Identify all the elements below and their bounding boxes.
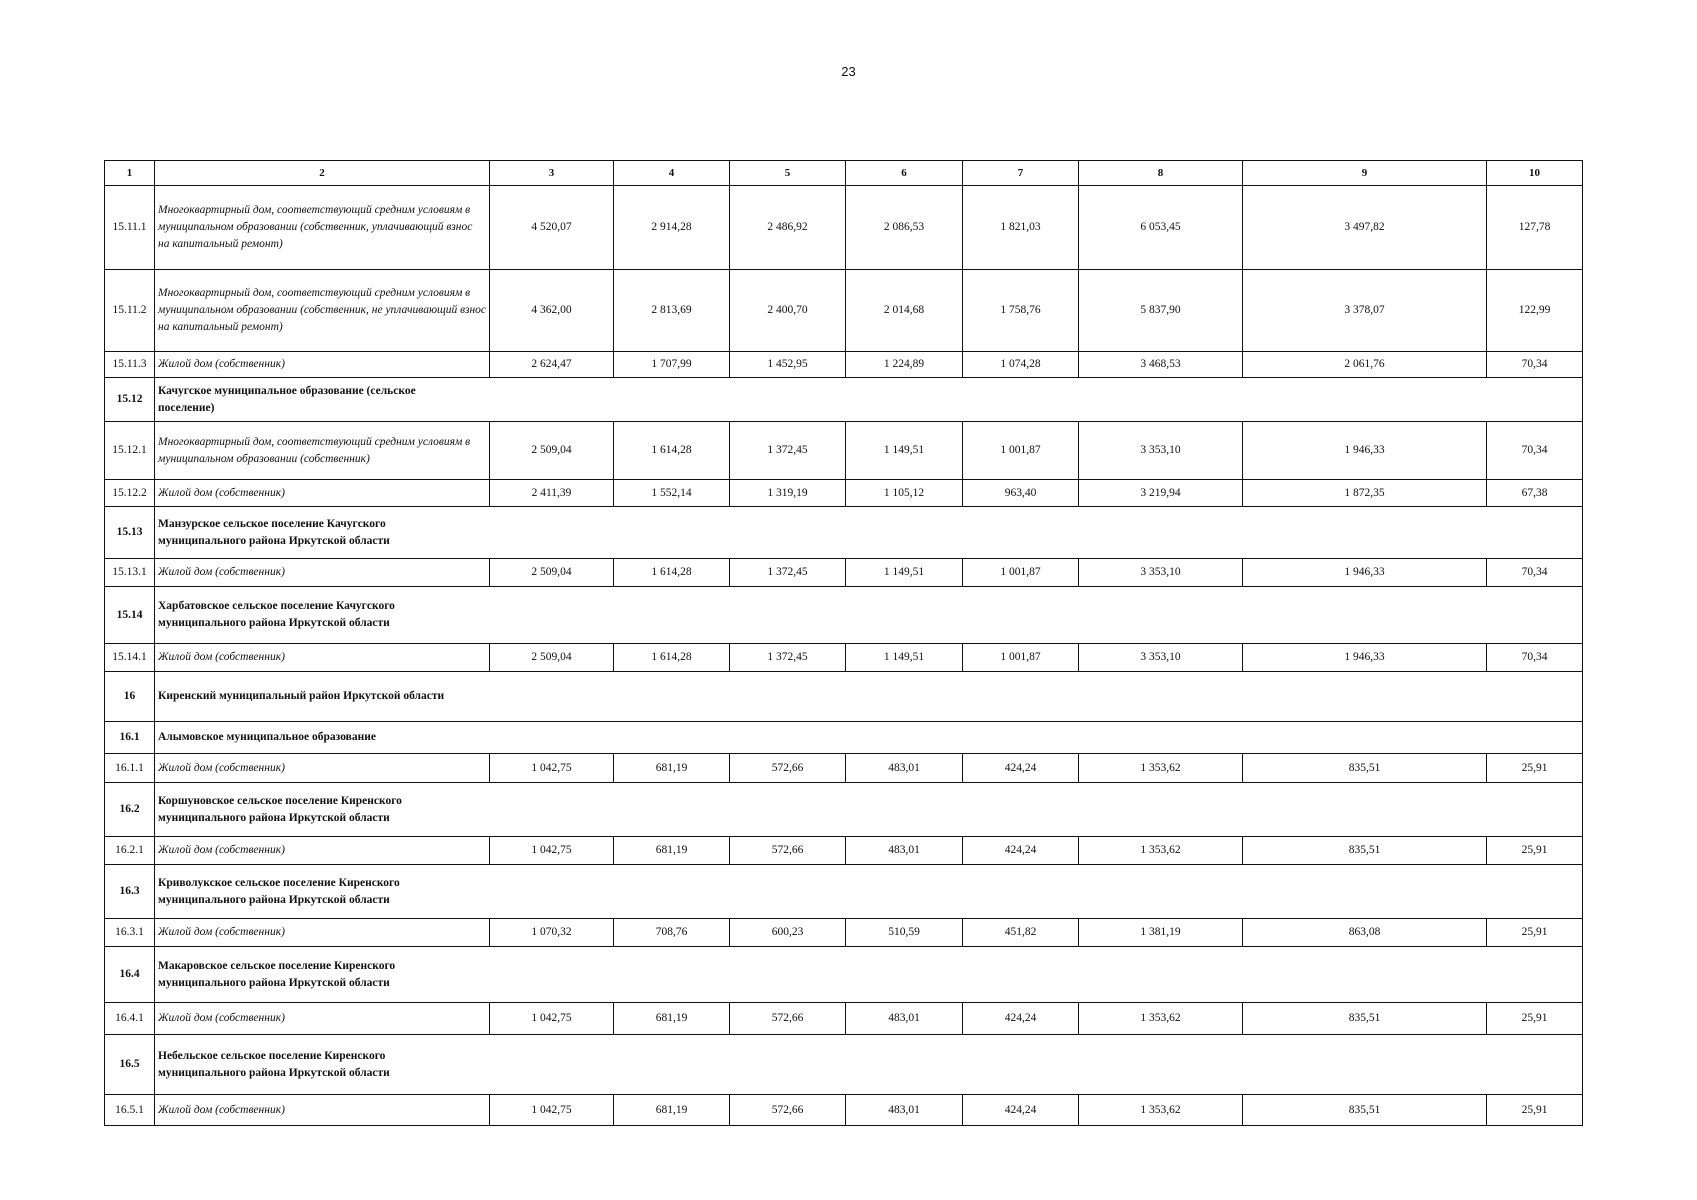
value-cell: 963,40 (963, 480, 1079, 507)
value-cell: 1 614,28 (614, 559, 730, 587)
value-cell: 1 353,62 (1079, 754, 1243, 783)
column-header: 5 (730, 161, 846, 186)
value-cell: 1 872,35 (1243, 480, 1487, 507)
value-cell: 1 224,89 (846, 352, 963, 378)
table-row (105, 644, 1583, 672)
table-row (105, 186, 1583, 270)
section-name-cell (155, 672, 490, 722)
section-name-cell (155, 865, 490, 919)
value-cell: 1 946,33 (1243, 644, 1487, 672)
section-row (105, 947, 1583, 1003)
row-description: Жилой дом (собственник) (155, 1003, 490, 1035)
value-cell: 483,01 (846, 837, 963, 865)
value-cell: 1 001,87 (963, 644, 1079, 672)
section-row (105, 587, 1583, 644)
column-header: 9 (1243, 161, 1487, 186)
row-code: 16.5 (105, 1035, 155, 1095)
value-cell: 5 837,90 (1079, 270, 1243, 352)
value-cell: 1 707,99 (614, 352, 730, 378)
row-code: 16.4.1 (105, 1003, 155, 1035)
value-cell: 600,23 (730, 919, 846, 947)
value-cell: 127,78 (1487, 186, 1583, 270)
row-description: Жилой дом (собственник) (155, 644, 490, 672)
section-name-cell (155, 378, 490, 422)
column-header: 8 (1079, 161, 1243, 186)
row-description: Многоквартирный дом, соответствующий средним условиям в муниципальном образовании (собственник) (155, 422, 490, 480)
row-code: 16.2 (105, 783, 155, 837)
section-name: Манзурское сельское поселение Качугского муниципального района Иркутской области (158, 517, 390, 547)
value-cell: 1 372,45 (730, 644, 846, 672)
value-cell: 3 353,10 (1079, 422, 1243, 480)
row-description: Многоквартирный дом, соответствующий средним условиям в муниципальном образовании (собственник, не уплачивающий взнос на капитальный ремонт) (155, 270, 490, 352)
value-cell: 835,51 (1243, 1095, 1487, 1126)
section-blank (490, 783, 1583, 837)
value-cell: 1 614,28 (614, 422, 730, 480)
section-name-cell (155, 507, 490, 559)
section-name: Алымовское муниципальное образование (158, 731, 376, 743)
row-code: 16.2.1 (105, 837, 155, 865)
section-name: Криволукское сельское поселение Киренского муниципального района Иркутской области (158, 876, 400, 906)
section-row (105, 507, 1583, 559)
row-code: 16.5.1 (105, 1095, 155, 1126)
row-code: 15.11.2 (105, 270, 155, 352)
value-cell: 1 372,45 (730, 422, 846, 480)
table-row (105, 352, 1583, 378)
row-code: 16.3 (105, 865, 155, 919)
table-row (105, 1003, 1583, 1035)
value-cell: 681,19 (614, 754, 730, 783)
section-row (105, 672, 1583, 722)
value-cell: 2 061,76 (1243, 352, 1487, 378)
value-cell: 2 086,53 (846, 186, 963, 270)
row-description: Жилой дом (собственник) (155, 837, 490, 865)
value-cell: 122,99 (1487, 270, 1583, 352)
value-cell: 3 353,10 (1079, 559, 1243, 587)
table-body (105, 161, 1583, 1126)
value-cell: 6 053,45 (1079, 186, 1243, 270)
value-cell: 572,66 (730, 1095, 846, 1126)
row-code: 15.11.1 (105, 186, 155, 270)
section-row (105, 378, 1583, 422)
value-cell: 67,38 (1487, 480, 1583, 507)
value-cell: 1 372,45 (730, 559, 846, 587)
value-cell: 424,24 (963, 837, 1079, 865)
section-blank (490, 672, 1583, 722)
value-cell: 1 381,19 (1079, 919, 1243, 947)
value-cell: 1 319,19 (730, 480, 846, 507)
value-cell: 1 070,32 (490, 919, 614, 947)
value-cell: 2 509,04 (490, 559, 614, 587)
value-cell: 708,76 (614, 919, 730, 947)
section-name-cell (155, 722, 490, 754)
section-name-cell (155, 947, 490, 1003)
value-cell: 1 149,51 (846, 422, 963, 480)
value-cell: 3 468,53 (1079, 352, 1243, 378)
table-row (105, 559, 1583, 587)
section-name: Коршуновское сельское поселение Киренского муниципального района Иркутской области (158, 794, 402, 824)
value-cell: 1 758,76 (963, 270, 1079, 352)
value-cell: 25,91 (1487, 1095, 1583, 1126)
row-description: Жилой дом (собственник) (155, 1095, 490, 1126)
column-header: 3 (490, 161, 614, 186)
section-row (105, 722, 1583, 754)
column-header: 6 (846, 161, 963, 186)
value-cell: 1 946,33 (1243, 422, 1487, 480)
row-code: 15.13 (105, 507, 155, 559)
value-cell: 1 149,51 (846, 644, 963, 672)
section-row (105, 783, 1583, 837)
value-cell: 1 001,87 (963, 422, 1079, 480)
row-code: 16.1.1 (105, 754, 155, 783)
value-cell: 1 001,87 (963, 559, 1079, 587)
row-description: Многоквартирный дом, соответствующий средним условиям в муниципальном образовании (собственник, уплачивающий взнос на капитальный ремонт) (155, 186, 490, 270)
value-cell: 3 497,82 (1243, 186, 1487, 270)
value-cell: 2 486,92 (730, 186, 846, 270)
row-code: 15.12.2 (105, 480, 155, 507)
value-cell: 4 520,07 (490, 186, 614, 270)
page-number: 23 (841, 64, 856, 79)
value-cell: 835,51 (1243, 837, 1487, 865)
value-cell: 2 509,04 (490, 644, 614, 672)
value-cell: 70,34 (1487, 644, 1583, 672)
value-cell: 424,24 (963, 1095, 1079, 1126)
row-code: 16.3.1 (105, 919, 155, 947)
value-cell: 1 353,62 (1079, 1095, 1243, 1126)
value-cell: 25,91 (1487, 919, 1583, 947)
value-cell: 3 353,10 (1079, 644, 1243, 672)
table-row (105, 837, 1583, 865)
row-description: Жилой дом (собственник) (155, 352, 490, 378)
table-row (105, 270, 1583, 352)
value-cell: 863,08 (1243, 919, 1487, 947)
value-cell: 483,01 (846, 754, 963, 783)
table-row (105, 1095, 1583, 1126)
value-cell: 1 042,75 (490, 1003, 614, 1035)
section-blank (490, 587, 1583, 644)
value-cell: 1 353,62 (1079, 1003, 1243, 1035)
section-row (105, 865, 1583, 919)
table-row (105, 754, 1583, 783)
row-code: 15.12 (105, 378, 155, 422)
section-blank (490, 378, 1583, 422)
value-cell: 2 014,68 (846, 270, 963, 352)
section-blank (490, 865, 1583, 919)
value-cell: 1 946,33 (1243, 559, 1487, 587)
value-cell: 2 411,39 (490, 480, 614, 507)
value-cell: 2 914,28 (614, 186, 730, 270)
value-cell: 1 074,28 (963, 352, 1079, 378)
value-cell: 1 042,75 (490, 754, 614, 783)
section-row (105, 1035, 1583, 1095)
section-blank (490, 722, 1583, 754)
value-cell: 1 105,12 (846, 480, 963, 507)
value-cell: 1 614,28 (614, 644, 730, 672)
row-description: Жилой дом (собственник) (155, 559, 490, 587)
value-cell: 3 378,07 (1243, 270, 1487, 352)
column-header: 4 (614, 161, 730, 186)
value-cell: 2 400,70 (730, 270, 846, 352)
table-row (105, 422, 1583, 480)
section-name: Качугское муниципальное образование (сельское поселение) (158, 384, 416, 414)
section-name: Небельское сельское поселение Киренского муниципального района Иркутской области (158, 1049, 390, 1079)
value-cell: 424,24 (963, 754, 1079, 783)
row-code: 15.14.1 (105, 644, 155, 672)
row-description: Жилой дом (собственник) (155, 919, 490, 947)
value-cell: 1 042,75 (490, 1095, 614, 1126)
section-name: Харбатовское сельское поселение Качугского муниципального района Иркутской области (158, 600, 395, 629)
value-cell: 681,19 (614, 1003, 730, 1035)
value-cell: 424,24 (963, 1003, 1079, 1035)
row-code: 15.13.1 (105, 559, 155, 587)
value-cell: 572,66 (730, 754, 846, 783)
value-cell: 2 509,04 (490, 422, 614, 480)
section-name: Киренский муниципальный район Иркутской области (158, 690, 445, 702)
section-blank (490, 507, 1583, 559)
row-code: 15.12.1 (105, 422, 155, 480)
value-cell: 70,34 (1487, 352, 1583, 378)
value-cell: 835,51 (1243, 1003, 1487, 1035)
table-row (105, 480, 1583, 507)
column-header: 1 (105, 161, 155, 186)
value-cell: 681,19 (614, 837, 730, 865)
value-cell: 451,82 (963, 919, 1079, 947)
value-cell: 510,59 (846, 919, 963, 947)
value-cell: 4 362,00 (490, 270, 614, 352)
value-cell: 3 219,94 (1079, 480, 1243, 507)
value-cell: 25,91 (1487, 1003, 1583, 1035)
row-code: 16.1 (105, 722, 155, 754)
row-code: 16.4 (105, 947, 155, 1003)
value-cell: 835,51 (1243, 754, 1487, 783)
row-code: 16 (105, 672, 155, 722)
value-cell: 70,34 (1487, 422, 1583, 480)
table-row (105, 919, 1583, 947)
section-name-cell (155, 783, 490, 837)
section-name-cell (155, 587, 490, 644)
section-name-cell (155, 1035, 490, 1095)
value-cell: 1 353,62 (1079, 837, 1243, 865)
column-header: 10 (1487, 161, 1583, 186)
value-cell: 2 624,47 (490, 352, 614, 378)
row-description: Жилой дом (собственник) (155, 754, 490, 783)
row-description: Жилой дом (собственник) (155, 480, 490, 507)
value-cell: 70,34 (1487, 559, 1583, 587)
value-cell: 2 813,69 (614, 270, 730, 352)
value-cell: 1 821,03 (963, 186, 1079, 270)
column-header: 7 (963, 161, 1079, 186)
tariff-table (104, 160, 1583, 1126)
value-cell: 1 552,14 (614, 480, 730, 507)
row-code: 15.11.3 (105, 352, 155, 378)
column-header-row (105, 161, 1583, 186)
section-name: Макаровское сельское поселение Киренского муниципального района Иркутской области (158, 959, 396, 989)
value-cell: 25,91 (1487, 837, 1583, 865)
value-cell: 681,19 (614, 1095, 730, 1126)
section-blank (490, 947, 1583, 1003)
value-cell: 572,66 (730, 837, 846, 865)
column-header: 2 (155, 161, 490, 186)
value-cell: 25,91 (1487, 754, 1583, 783)
row-code: 15.14 (105, 587, 155, 644)
value-cell: 1 149,51 (846, 559, 963, 587)
value-cell: 1 452,95 (730, 352, 846, 378)
value-cell: 483,01 (846, 1095, 963, 1126)
value-cell: 572,66 (730, 1003, 846, 1035)
value-cell: 483,01 (846, 1003, 963, 1035)
section-blank (490, 1035, 1583, 1095)
value-cell: 1 042,75 (490, 837, 614, 865)
